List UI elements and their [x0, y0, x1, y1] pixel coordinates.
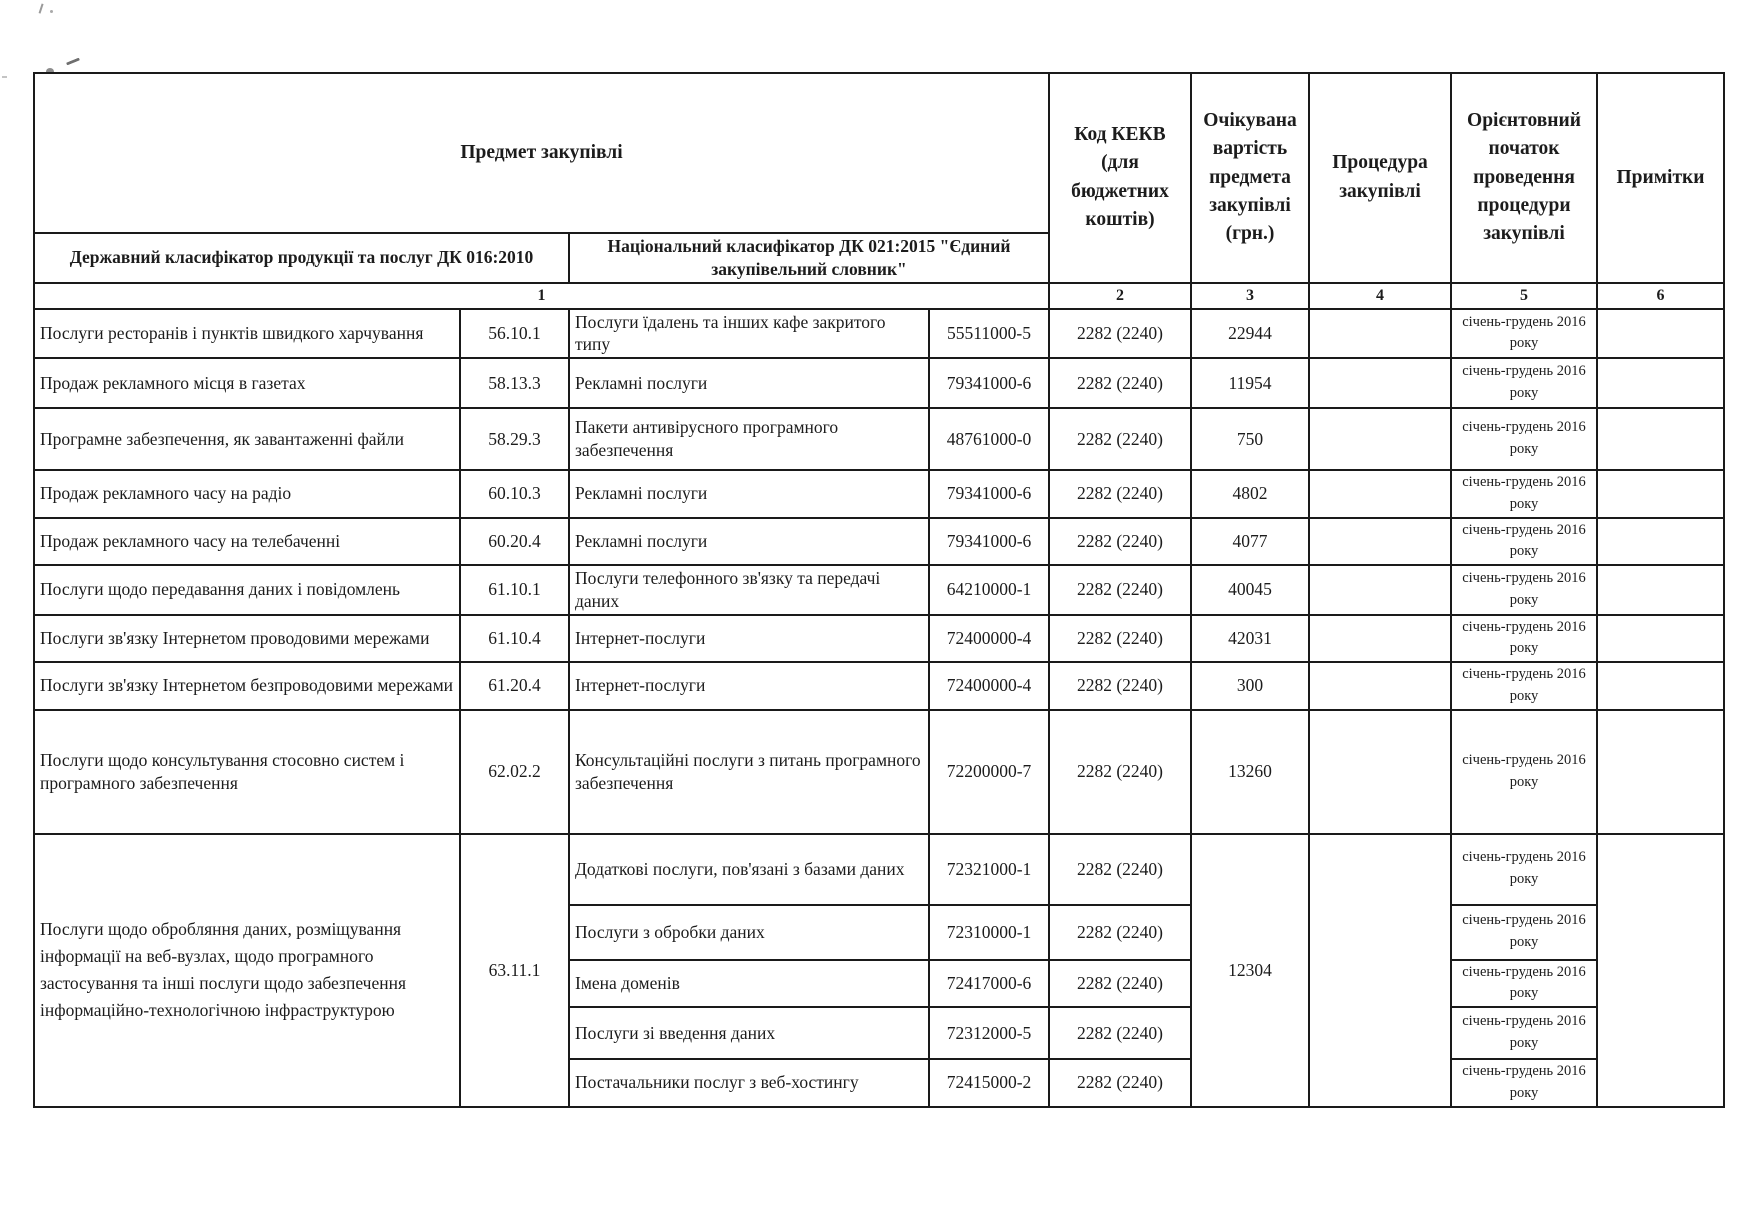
cell-dk021-name: Додаткові послуги, пов'язані з базами даних: [569, 834, 929, 905]
cell-dk016-name: Продаж рекламного часу на радіо: [34, 470, 460, 518]
header-notes: Примітки: [1597, 73, 1724, 283]
cell-expected-value: 12304: [1191, 834, 1309, 1107]
cell-procedure: [1309, 518, 1451, 566]
cell-notes: [1597, 710, 1724, 834]
cell-kekv: 2282 (2240): [1049, 470, 1191, 518]
table-row: [34, 518, 1724, 566]
cell-dk021-code: 64210000-1: [929, 565, 1049, 615]
cell-expected-value: 4802: [1191, 470, 1309, 518]
header-row-main: [34, 73, 1724, 233]
cell-kekv: 2282 (2240): [1049, 615, 1191, 663]
cell-procedure: [1309, 470, 1451, 518]
cell-dk016-code: 58.13.3: [460, 358, 569, 408]
cell-dk021-code: 72310000-1: [929, 905, 1049, 960]
col-num-6: 6: [1597, 283, 1724, 309]
cell-dk016-code: 61.10.1: [460, 565, 569, 615]
cell-kekv: 2282 (2240): [1049, 834, 1191, 905]
cell-notes: [1597, 408, 1724, 470]
cell-dk021-name: Консультаційні послуги з питань програмного забезпечення: [569, 710, 929, 834]
cell-dk021-name: Рекламні послуги: [569, 470, 929, 518]
header-subject: Предмет закупівлі: [34, 73, 1049, 233]
cell-dk016-name: Продаж рекламного часу на телебаченні: [34, 518, 460, 566]
cell-start-date: січень-грудень 2016 року: [1451, 565, 1597, 615]
cell-dk021-name: Рекламні послуги: [569, 358, 929, 408]
cell-expected-value: 300: [1191, 662, 1309, 710]
cell-notes: [1597, 470, 1724, 518]
cell-kekv: 2282 (2240): [1049, 565, 1191, 615]
cell-kekv: 2282 (2240): [1049, 960, 1191, 1008]
col-num-4: 4: [1309, 283, 1451, 309]
cell-notes: [1597, 615, 1724, 663]
cell-start-date: січень-грудень 2016 року: [1451, 710, 1597, 834]
scan-artifact: [66, 57, 80, 65]
cell-notes: [1597, 518, 1724, 566]
cell-dk016-name: Продаж рекламного місця в газетах: [34, 358, 460, 408]
cell-dk021-name: Інтернет-послуги: [569, 662, 929, 710]
cell-dk021-name: Рекламні послуги: [569, 518, 929, 566]
table-row: [34, 615, 1724, 663]
cell-start-date: січень-грудень 2016 року: [1451, 1007, 1597, 1059]
cell-dk021-code: 72400000-4: [929, 662, 1049, 710]
cell-dk021-name: Послуги з обробки даних: [569, 905, 929, 960]
cell-dk021-code: 72200000-7: [929, 710, 1049, 834]
cell-dk021-name: Інтернет-послуги: [569, 615, 929, 663]
cell-expected-value: 42031: [1191, 615, 1309, 663]
table-row: [34, 710, 1724, 834]
cell-start-date: січень-грудень 2016 року: [1451, 834, 1597, 905]
cell-notes: [1597, 309, 1724, 359]
scan-artifact: [50, 10, 53, 13]
header-dk021: Національний класифікатор ДК 021:2015 "Єдиний закупівельний словник": [569, 233, 1049, 283]
cell-procedure: [1309, 565, 1451, 615]
cell-expected-value: 13260: [1191, 710, 1309, 834]
cell-start-date: січень-грудень 2016 року: [1451, 960, 1597, 1008]
cell-notes: [1597, 565, 1724, 615]
cell-dk016-code: 56.10.1: [460, 309, 569, 359]
cell-dk021-code: 72312000-5: [929, 1007, 1049, 1059]
cell-kekv: 2282 (2240): [1049, 662, 1191, 710]
col-num-3: 3: [1191, 283, 1309, 309]
cell-kekv: 2282 (2240): [1049, 710, 1191, 834]
cell-dk021-name: Постачальники послуг з веб-хостингу: [569, 1059, 929, 1107]
cell-dk016-code: 60.20.4: [460, 518, 569, 566]
scan-artifact: [2, 76, 7, 78]
cell-dk021-name: Пакети антивірусного програмного забезпечення: [569, 408, 929, 470]
cell-dk021-name: Послуги телефонного зв'язку та передачі даних: [569, 565, 929, 615]
cell-start-date: січень-грудень 2016 року: [1451, 408, 1597, 470]
cell-kekv: 2282 (2240): [1049, 1007, 1191, 1059]
cell-procedure: [1309, 662, 1451, 710]
cell-procedure: [1309, 408, 1451, 470]
cell-dk016-name: Послуги щодо обробляння даних, розміщування інформації на веб-вузлах, щодо програмного застосування та інші послуги щодо забезпечення інформаційно-технологічною інфраструктурою: [34, 834, 460, 1107]
cell-dk016-code: 62.02.2: [460, 710, 569, 834]
header-start: Орієнтовний початок проведення процедури закупівлі: [1451, 73, 1597, 283]
table-row: [34, 309, 1724, 359]
table-row: [34, 565, 1724, 615]
column-number-row: [34, 283, 1724, 309]
table-row: [34, 358, 1724, 408]
cell-dk021-code: 72415000-2: [929, 1059, 1049, 1107]
cell-dk021-code: 79341000-6: [929, 358, 1049, 408]
cell-dk021-code: 48761000-0: [929, 408, 1049, 470]
cell-procedure: [1309, 358, 1451, 408]
cell-dk021-name: Імена доменів: [569, 960, 929, 1008]
header-expected-value: Очікувана вартість предмета закупівлі (грн.): [1191, 73, 1309, 283]
cell-dk021-name: Послуги їдалень та інших кафе закритого типу: [569, 309, 929, 359]
cell-dk016-name: Послуги зв'язку Інтернетом проводовими мережами: [34, 615, 460, 663]
cell-dk016-name: Послуги ресторанів і пунктів швидкого харчування: [34, 309, 460, 359]
header-procedure: Процедура закупівлі: [1309, 73, 1451, 283]
cell-kekv: 2282 (2240): [1049, 309, 1191, 359]
cell-expected-value: 40045: [1191, 565, 1309, 615]
cell-procedure: [1309, 834, 1451, 1107]
table-row: [34, 662, 1724, 710]
cell-start-date: січень-грудень 2016 року: [1451, 1059, 1597, 1107]
cell-dk021-name: Послуги зі введення даних: [569, 1007, 929, 1059]
cell-dk016-code: 60.10.3: [460, 470, 569, 518]
cell-expected-value: 4077: [1191, 518, 1309, 566]
cell-dk021-code: 72321000-1: [929, 834, 1049, 905]
table-row: [34, 408, 1724, 470]
cell-notes: [1597, 358, 1724, 408]
cell-procedure: [1309, 309, 1451, 359]
cell-dk016-code: 58.29.3: [460, 408, 569, 470]
cell-notes: [1597, 662, 1724, 710]
cell-kekv: 2282 (2240): [1049, 408, 1191, 470]
cell-procedure: [1309, 710, 1451, 834]
cell-dk016-code: 61.10.4: [460, 615, 569, 663]
cell-start-date: січень-грудень 2016 року: [1451, 615, 1597, 663]
cell-dk016-name: Послуги зв'язку Інтернетом безпроводовими мережами: [34, 662, 460, 710]
cell-dk016-name: Програмне забезпечення, як завантаженні файли: [34, 408, 460, 470]
cell-start-date: січень-грудень 2016 року: [1451, 470, 1597, 518]
procurement-plan-table: [33, 72, 1725, 1108]
cell-kekv: 2282 (2240): [1049, 518, 1191, 566]
cell-start-date: січень-грудень 2016 року: [1451, 662, 1597, 710]
scan-artifact: [39, 3, 47, 14]
cell-start-date: січень-грудень 2016 року: [1451, 309, 1597, 359]
cell-dk021-code: 72400000-4: [929, 615, 1049, 663]
cell-dk016-name: Послуги щодо консультування стосовно систем і програмного забезпечення: [34, 710, 460, 834]
table-row-group: [34, 834, 1724, 905]
cell-dk016-code: 63.11.1: [460, 834, 569, 1107]
cell-dk021-code: 55511000-5: [929, 309, 1049, 359]
cell-expected-value: 750: [1191, 408, 1309, 470]
cell-start-date: січень-грудень 2016 року: [1451, 358, 1597, 408]
header-dk016: Державний класифікатор продукції та послуг ДК 016:2010: [34, 233, 569, 283]
cell-dk016-code: 61.20.4: [460, 662, 569, 710]
cell-expected-value: 11954: [1191, 358, 1309, 408]
cell-kekv: 2282 (2240): [1049, 905, 1191, 960]
cell-dk016-name: Послуги щодо передавання даних і повідомлень: [34, 565, 460, 615]
cell-dk021-code: 72417000-6: [929, 960, 1049, 1008]
cell-start-date: січень-грудень 2016 року: [1451, 905, 1597, 960]
cell-kekv: 2282 (2240): [1049, 358, 1191, 408]
col-num-1: 1: [34, 283, 1049, 309]
cell-expected-value: 22944: [1191, 309, 1309, 359]
cell-procedure: [1309, 615, 1451, 663]
cell-kekv: 2282 (2240): [1049, 1059, 1191, 1107]
table-row: [34, 470, 1724, 518]
cell-dk021-code: 79341000-6: [929, 518, 1049, 566]
col-num-2: 2: [1049, 283, 1191, 309]
header-kekv: Код КЕКВ (для бюджетних коштів): [1049, 73, 1191, 283]
col-num-5: 5: [1451, 283, 1597, 309]
cell-start-date: січень-грудень 2016 року: [1451, 518, 1597, 566]
cell-dk021-code: 79341000-6: [929, 470, 1049, 518]
cell-notes: [1597, 834, 1724, 1107]
